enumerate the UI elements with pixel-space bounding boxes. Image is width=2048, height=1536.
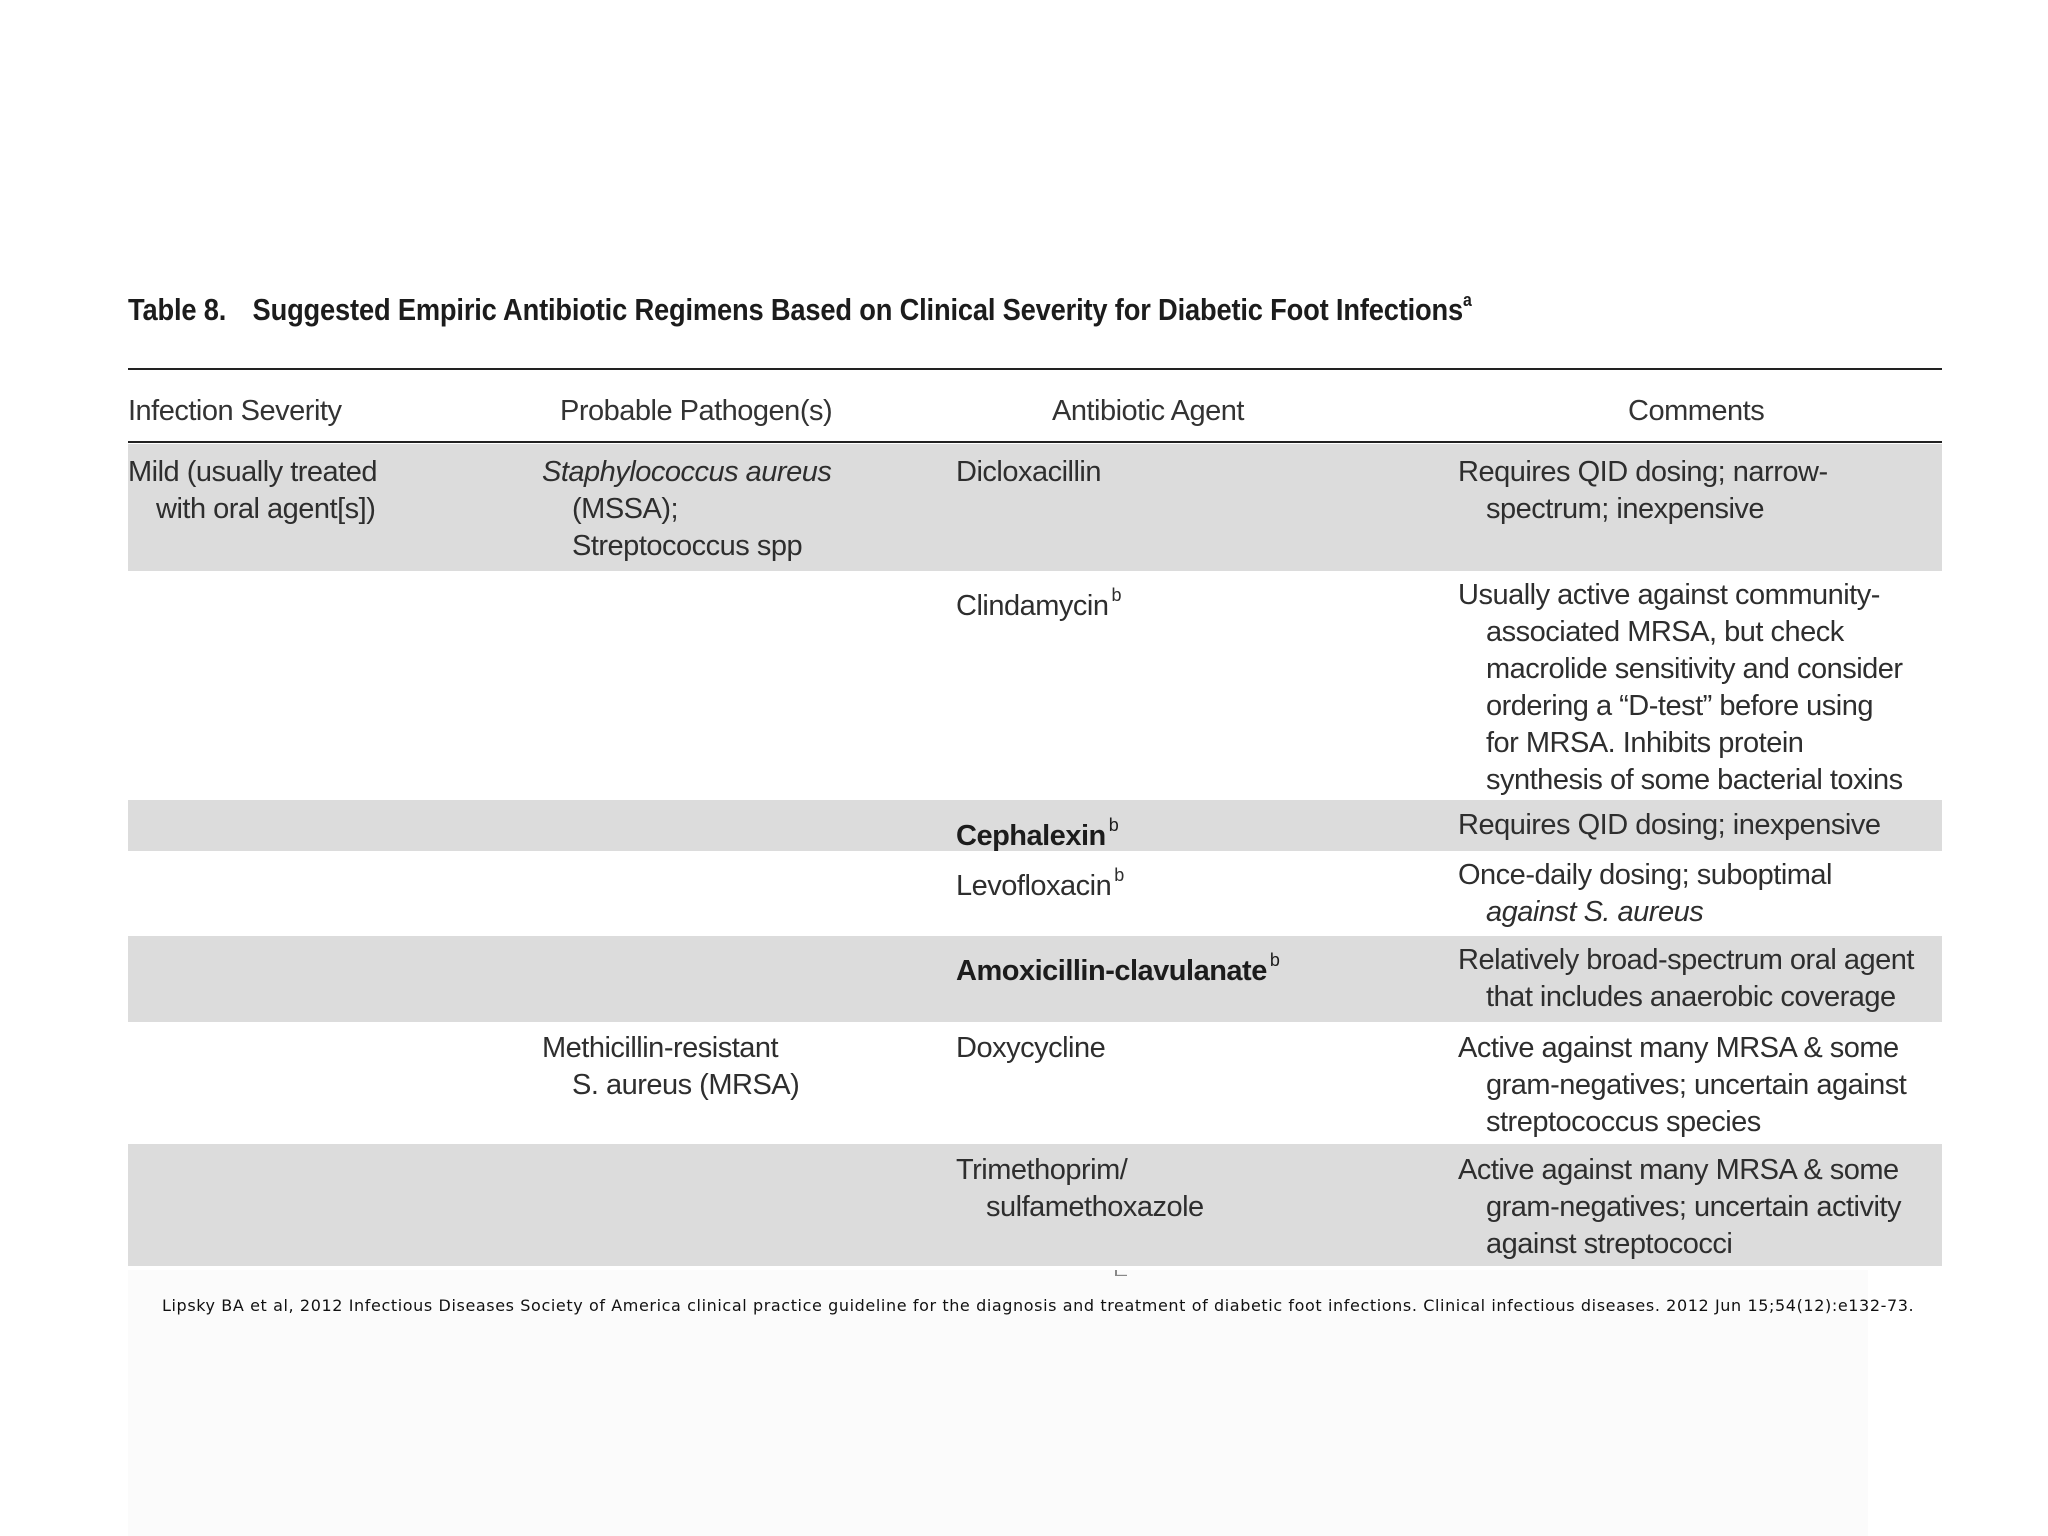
table-row (128, 1022, 1942, 1144)
footnote-marker: b (1108, 815, 1119, 835)
comment-line: against streptococci (1486, 1228, 1733, 1260)
pathogen-line: S. aureus (MRSA) (572, 1069, 800, 1101)
severity-line: Mild (usually treated (128, 456, 377, 488)
pathogen-cell (542, 1030, 922, 1104)
table-row (128, 851, 1942, 936)
table-row (128, 444, 1942, 571)
agent-name-text: Levofloxacin (956, 870, 1112, 902)
pathogen-line: Staphylococcus aureus (542, 456, 832, 488)
comment-line: Relatively broad-spectrum oral agent (1458, 944, 1914, 976)
header-antibiotic-agent: Antibiotic Agent (1052, 395, 1244, 427)
comment-line: for MRSA. Inhibits protein (1486, 727, 1804, 759)
agent-cell (956, 857, 1436, 905)
agent-name: sulfamethoxazole (986, 1191, 1204, 1223)
comment-line: ordering a “D-test” before using (1486, 690, 1873, 722)
table-number: Table 8. (128, 292, 227, 327)
header-infection-severity: Infection Severity (128, 395, 342, 427)
agent-cell (956, 454, 1436, 491)
pathogen-cell (542, 454, 922, 565)
comment-line: Active against many MRSA & some (1458, 1032, 1899, 1064)
title-footnote-marker: a (1463, 290, 1472, 310)
comment-cell (1458, 577, 1938, 799)
agent-cell (956, 942, 1436, 990)
header-comments: Comments (1628, 395, 1765, 427)
comment-cell (1458, 807, 1938, 844)
agent-name (956, 942, 1436, 990)
table-row (128, 936, 1942, 1022)
cropped-footnote-mark (1115, 1270, 1127, 1276)
header-probable-pathogens: Probable Pathogen(s) (560, 395, 833, 427)
agent-name: Trimethoprim/ (956, 1154, 1128, 1186)
footnote-marker: b (1114, 865, 1124, 885)
comment-line: gram-negatives; uncertain activity (1486, 1191, 1901, 1223)
comment-line: Usually active against community- (1458, 579, 1880, 611)
pathogen-line: (MSSA); (572, 493, 679, 525)
agent-cell (956, 1152, 1436, 1226)
agent-name-text: Clindamycin (956, 590, 1109, 622)
table-row (128, 1144, 1942, 1266)
pathogen-line: Streptococcus spp (572, 530, 803, 562)
agent-name (956, 807, 1436, 855)
severity-cell (128, 454, 508, 528)
agent-name-text: Amoxicillin-clavulanate (956, 955, 1267, 987)
comment-cell (1458, 1030, 1938, 1141)
comment-line: Requires QID dosing; narrow- (1458, 456, 1828, 488)
agent-name: Dicloxacillin (956, 456, 1101, 488)
comment-line: spectrum; inexpensive (1486, 493, 1765, 525)
citation: Lipsky BA et al, 2012 Infectious Diseases Society of America clinical practice guideline for the diagnosis and treatment of diabetic foot infections. Clinical infectious diseases. 2012 Jun 15;54(12):e132-73. (162, 1296, 1915, 1315)
agent-name (956, 577, 1436, 625)
table-top-rule (128, 368, 1942, 370)
comment-line: streptococcus species (1486, 1106, 1761, 1138)
comment-line: associated MRSA, but check (1486, 616, 1844, 648)
comment-cell (1458, 857, 1938, 931)
agent-name: Doxycycline (956, 1032, 1106, 1064)
agent-name (956, 857, 1436, 905)
agent-cell (956, 1030, 1436, 1067)
footnote-marker: b (1269, 950, 1280, 970)
comment-line: Active against many MRSA & some (1458, 1154, 1899, 1186)
table-row (128, 800, 1942, 851)
comment-cell (1458, 454, 1938, 528)
table-header-rule (128, 441, 1942, 443)
comment-line: synthesis of some bacterial toxins (1486, 764, 1903, 796)
table-row (128, 571, 1942, 800)
footnote-marker: b (1111, 585, 1121, 605)
comment-cell (1458, 1152, 1938, 1263)
agent-cell (956, 807, 1436, 855)
table-title-text: Suggested Empiric Antibiotic Regimens Based on Clinical Severity for Diabetic Foot Infections (252, 292, 1464, 327)
table-title (128, 290, 1472, 328)
agent-cell (956, 577, 1436, 625)
comment-line: Once-daily dosing; suboptimal (1458, 859, 1832, 891)
table-header-row (0, 395, 2048, 435)
comment-line: against S. aureus (1486, 896, 1704, 928)
pathogen-line: Methicillin-resistant (542, 1032, 779, 1064)
comment-cell (1458, 942, 1938, 1016)
comment-line: gram-negatives; uncertain against (1486, 1069, 1907, 1101)
comment-line: that includes anaerobic coverage (1486, 981, 1896, 1013)
severity-line: with oral agent[s]) (156, 493, 376, 525)
comment-line: macrolide sensitivity and consider (1486, 653, 1903, 685)
comment-line: Requires QID dosing; inexpensive (1458, 809, 1881, 841)
agent-name-text: Cephalexin (956, 820, 1106, 852)
